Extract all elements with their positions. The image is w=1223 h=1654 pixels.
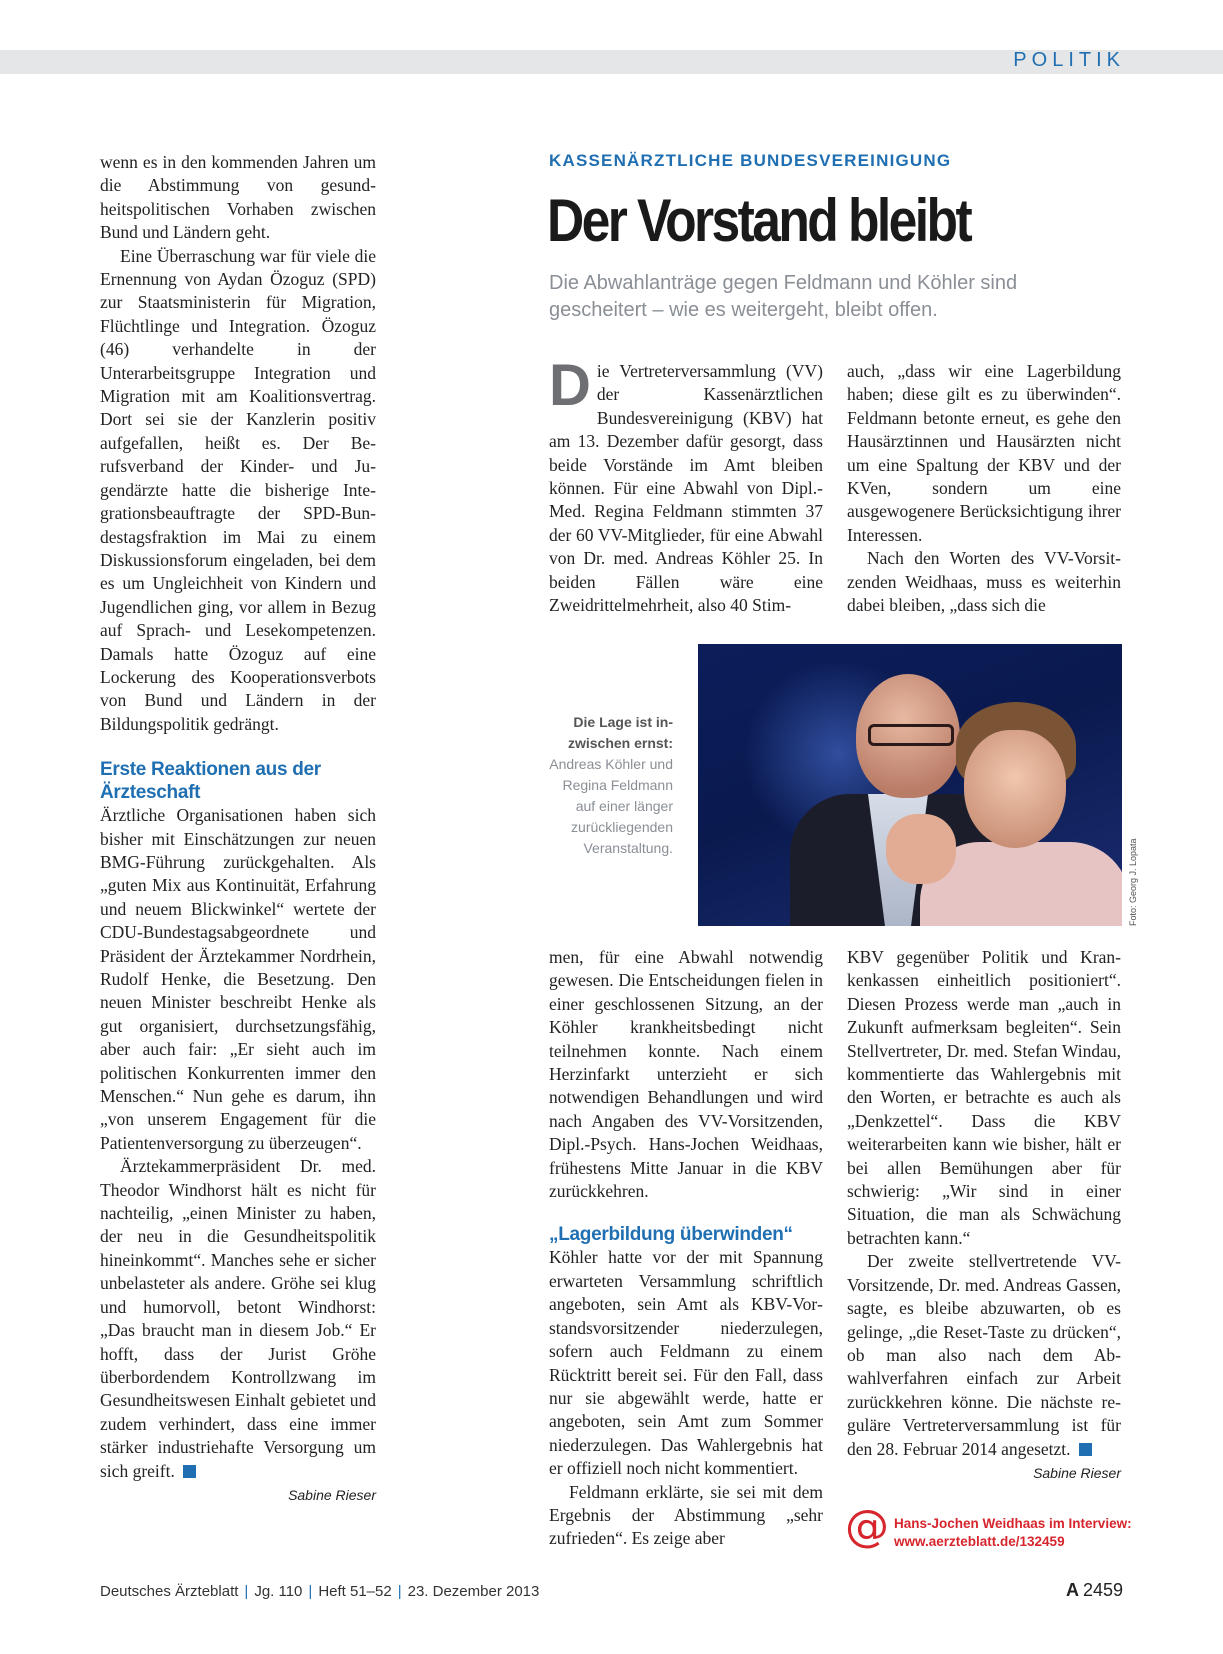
- article-paragraph: KBV gegenüber Politik und Krankenkassen einheitlich positioniert“. Diesen Prozess werde man „auch in Zukunft aufmerksam begleiten“. Sein Stellvertreter, Dr. med. Stefan Windau, kommentierte das Wahlergebnis mit den Worten, er betrachte es auch als „Denkzettel“. Dass die KBV weiterarbeiten kann wie bisher, hält er bei allen Bemühungen aber für schwierig: „Wir sind in einer Situation, die man als Schwächung betrachten kann.“: [847, 947, 1121, 1248]
- left-paragraph: Ärztliche Organisationen haben sich bisher mit Einschätzungen zur neuen BMG-Führung zurückgehalten. Als „guten Mix aus Kontinuität, Erfahrung und neuem Blickwinkel“ wertete der CDU-Bundestagsabgeordnete und Präsident der Ärztekammer Nordrhein, Rudolf Henke, die Besetzung. Den neuen Minister beschreibt Henke als gut organisiert, durchsetzungsfähig, aber auch fair: „Er sieht auch im politischen Konkurrenten immer den Menschen.“ Nun gehe es darum, ihn „von unserem Engagement für die Patientenversorgung zu überzeugen“.: [100, 805, 376, 1153]
- article-title: Der Vorstand bleibt: [547, 187, 971, 254]
- end-mark-icon: [1079, 1443, 1092, 1456]
- article-column-2-top: [549, 353, 823, 617]
- left-paragraph-last: [100, 1155, 376, 1483]
- caption-text: Andreas Köhler und Regina Feldmann auf einer länger zurückliegenden Veranstaltung.: [549, 756, 673, 856]
- web-reference-link[interactable]: www.aerzteblatt.de/132459: [894, 1534, 1065, 1549]
- journal-volume: Jg. 110: [254, 1583, 303, 1600]
- article-paragraph: auch, „dass wir eine Lagerbildung haben; diese gilt es zu überwinden“. Feldmann betonte erneut, es gehe den Hausärztinnen und Hausärzten nicht um eine Spaltung der KBV und der KVen, sondern um eine ausgewogenere Berücksichtigung ihrer Interessen.: [847, 361, 1121, 545]
- lead-text: ie Vertreterversammlung (VV) der Kassenärztlichen Bundesvereinigung (KBV) hat am 13. Dezember dafür gesorgt, dass beide Vorstände im Amt bleiben können. Für eine Abwahl von Dipl.-Med. Regina Feldmann stimmten 37 der 60 VV-Mitglieder, für eine Abwahl von Dr. med. Andreas Köhler 25. In beiden Fällen wäre eine Zweidrittelmehrheit, also 40 Stim-: [549, 361, 823, 616]
- page-number-value: 2459: [1082, 1580, 1123, 1600]
- article-paragraph: Köhler hatte vor der mit Spannung erwarteten Versammlung schriftlich angeboten, sein Amt als KBV-Vorstandsvorsitzender niederzulegen, sofern auch Feldmann zu einem Rücktritt bereit sei. Für den Fall, dass nur sie abgewählt werde, hatte er angeboten, sein Amt zum Sommer niederzulegen. Das Wahlergebnis hat er offiziell noch nicht kommentiert.: [549, 1247, 823, 1479]
- article-paragraph-lead: [549, 353, 823, 617]
- caption-lead: Die Lage ist inzwischen ernst:: [567, 714, 673, 751]
- article-column-3-top: [847, 360, 1121, 617]
- photo-head-woman: [964, 730, 1066, 848]
- article-column-2-bottom: [549, 946, 823, 1551]
- article-column-3-bottom: [847, 946, 1121, 1481]
- left-subhead: Erste Reaktionen aus der Ärzteschaft: [100, 759, 321, 804]
- footer-separator: |: [308, 1583, 313, 1600]
- photo-hands: [886, 814, 956, 884]
- section-label: POLITIK: [1013, 49, 1125, 71]
- photo-glasses: [868, 724, 954, 746]
- left-column: [100, 151, 376, 1503]
- footer-separator: |: [244, 1583, 249, 1600]
- web-reference-title: Hans-Jochen Weidhaas im Interview:: [894, 1516, 1132, 1531]
- article-paragraph-last: [847, 1250, 1121, 1461]
- page-number: [1066, 1580, 1123, 1601]
- left-paragraph: Eine Überraschung war für viele die Ernennung von Aydan Özoguz (SPD) zur Staatsministerin für Migration, Flüchtlinge und Integration. Özoguz (46) verhandelte in der Unterarbeitsgruppe Integration und Migration mit am Koalitionsvertrag. Dort sei sie der Kanzlerin positiv aufgefallen, heißt es. Der Berufsverband der Kinder- und Jugendärzte hatte die bisherige Integrationsbeauftragte der SPD-Bundestagsfraktion im Mai zu einem Diskussionsforum eingeladen, bei dem es um Ungleichheit von Kindern und Jugendlichen ging, vor allem in Bezug auf Sprach- und Lesekompetenzen. Damals hatte Özoguz auf eine Lockerung des Kooperationsverbots von Bund und Ländern in der Bildungspolitik gedrängt.: [100, 245, 376, 734]
- at-sign-icon: @: [845, 1501, 889, 1552]
- journal-issue: Heft 51–52: [318, 1583, 392, 1600]
- photo-caption: [545, 712, 673, 859]
- page-footer: [100, 1583, 539, 1600]
- footer-separator: |: [397, 1583, 402, 1600]
- article-paragraph: Feldmann erklärte, sie sei mit dem Ergebnis der Abstimmung „sehr zufrieden“. Es zeige aber: [549, 1481, 823, 1549]
- photo-credit: Foto: Georg J. Lopata: [1128, 838, 1138, 926]
- web-reference-text: [894, 1515, 1132, 1551]
- drop-cap: D: [549, 353, 591, 418]
- web-reference[interactable]: [844, 1501, 1132, 1553]
- left-paragraph: wenn es in den kommenden Jahren um die Abstimmung von gesundheitspolitischen Vorhaben zwischen Bund und Ländern geht.: [100, 152, 376, 243]
- journal-name: Deutsches Ärzteblatt: [100, 1583, 239, 1600]
- end-mark-icon: [183, 1465, 196, 1478]
- article-standfirst: Die Abwahlanträge gegen Feldmann und Köhler sind gescheitert – wie es weitergeht, bleibt offen.: [549, 272, 1018, 321]
- article-author: Sabine Rieser: [1033, 1464, 1121, 1481]
- left-author: Sabine Rieser: [288, 1486, 376, 1503]
- article-paragraph: men, für eine Abwahl notwendig gewesen. Die Entscheidungen fielen in einer geschlossenen Sitzung, an der Köhler krankheitsbedingt nicht teilnehmen konnte. Nach einem Herzinfarkt unterzieht er sich notwendigen Behandlungen und wird nach Angaben des VV-Vorsitzenden, Dipl.-Psych. Hans-Jochen Weidhaas, frühestens Mitte Januar in die KBV zurückkehren.: [549, 947, 823, 1202]
- article-kicker: KASSENÄRZTLICHE BUNDESVEREINIGUNG: [549, 151, 952, 170]
- article-photo: [698, 644, 1122, 926]
- article-paragraph-text: Der zweite stellvertretende VV-Vorsitzende, Dr. med. Andreas Gassen, sagte, es bleibe abzuwarten, ob es gelinge, „die Reset-Taste zu drücken“, ob man also nach dem Abwahlverfahren einfach zur Arbeit zurückkehren könne. Die nächste reguläre Vertreterversammlung ist für den 28. Februar 2014 angesetzt.: [847, 1251, 1121, 1459]
- journal-date: 23. Dezember 2013: [407, 1583, 540, 1600]
- left-paragraph-text: Ärztekammerpräsident Dr. med. Theodor Windhorst hält es nicht für nachteilig, „einen Minister zu haben, der neu in die Gesundheitspolitik hineinkommt“. Manches sehe er sicher unbelasteter als andere. Gröhe sei klug und humorvoll, betont Windhorst: „Das braucht man in diesem Job.“ Er hofft, dass der Jurist Gröhe überbordendem Kontrollzwang im Gesundheitswesen Einhalt gebietet und zudem verhindert, dass eine immer stärker industriehafte Versorgung um sich greift.: [100, 1156, 376, 1481]
- article-subhead: „Lagerbildung überwinden“: [549, 1224, 793, 1246]
- page-prefix: A: [1065, 1580, 1079, 1600]
- article-paragraph: Nach den Worten des VV-Vorsitzenden Weidhaas, muss es weiterhin dabei bleiben, „dass sich die: [847, 548, 1121, 616]
